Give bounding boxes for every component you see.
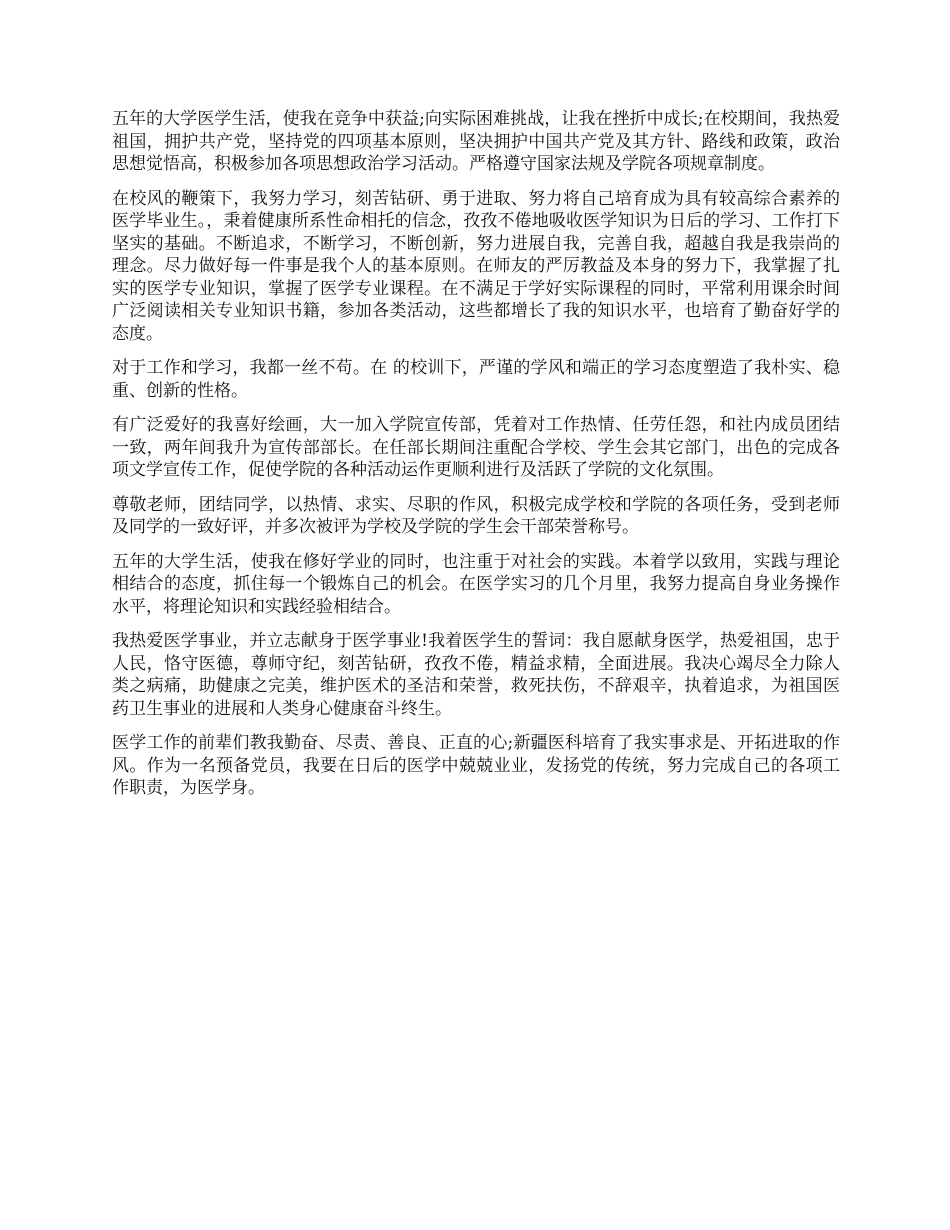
paragraph-3: 对于工作和学习，我都一丝不苟。在 的校训下，严谨的学风和端正的学习态度塑造了我朴实、稳重、创新的性格。 bbox=[112, 358, 840, 401]
paragraph-5: 尊敬老师，团结同学，以热情、求实、尽职的作风，积极完成学校和学院的各项任务，受到老师及同学的一致好评，并多次被评为学校及学院的学生会干部荣誉称号。 bbox=[112, 494, 840, 537]
document-page bbox=[112, 108, 840, 812]
paragraph-7: 我热爱医学事业，并立志献身于医学事业!我着医学生的誓词：我自愿献身医学，热爱祖国，忠于人民，恪守医德，尊师守纪，刻苦钻研，孜孜不倦，精益求精，全面进展。我决心竭尽全力除人类之病痛，助健康之完美，维护医术的圣洁和荣誉，救死扶伤，不辞艰辛，执着追求，为祖国医药卫生事业的进展和人类身心健康奋斗终生。 bbox=[112, 631, 840, 719]
paragraph-1: 五年的大学医学生活，使我在竞争中获益;向实际困难挑战，让我在挫折中成长;在校期间，我热爱祖国，拥护共产党，坚持党的四项基本原则，坚决拥护中国共产党及其方针、路线和政策，政治思想觉悟高，积极参加各项思想政治学习活动。严格遵守国家法规及学院各项规章制度。 bbox=[112, 109, 840, 174]
paragraph-8: 医学工作的前辈们教我勤奋、尽责、善良、正直的心;新疆医科培育了我实事求是、开拓进取的作风。作为一名预备党员，我要在日后的医学中兢兢业业，发扬党的传统，努力完成自己的各项工作职责，为医学身。 bbox=[112, 733, 840, 798]
paragraph-6: 五年的大学生活，使我在修好学业的同时，也注重于对社会的实践。本着学以致用，实践与理论相结合的态度，抓住每一个锻炼自己的机会。在医学实习的几个月里，我努力提高自身业务操作水平，将理论知识和实践经验相结合。 bbox=[112, 551, 840, 617]
paragraph-2: 在校风的鞭策下，我努力学习，刻苦钻研、勇于进取、努力将自己培育成为具有较高综合素养的医学毕业生。，秉着健康所系性命相托的信念，孜孜不倦地吸收医学知识为日后的学习、工作打下坚实的基础。不断追求，不断学习，不断创新，努力进展自我，完善自我，超越自我是我崇尚的理念。尽力做好每一件事是我个人的基本原则。在师友的严厉教益及本身的努力下，我掌握了扎实的医学专业知识，掌握了医学专业课程。在不满足于学好实际课程的同时，平常利用课余时间广泛阅读相关专业知识书籍，参加各类活动，这些都增长了我的知识水平，也培育了勤奋好学的态度。 bbox=[112, 188, 840, 344]
paragraph-4: 有广泛爱好的我喜好绘画，大一加入学院宣传部，凭着对工作热情、任劳任怨，和社内成员团结一致，两年间我升为宣传部部长。在任部长期间注重配合学校、学生会其它部门，出色的完成各项文学宣传工作，促使学院的各种活动运作更顺利进行及活跃了学院的文化氛围。 bbox=[112, 415, 840, 480]
